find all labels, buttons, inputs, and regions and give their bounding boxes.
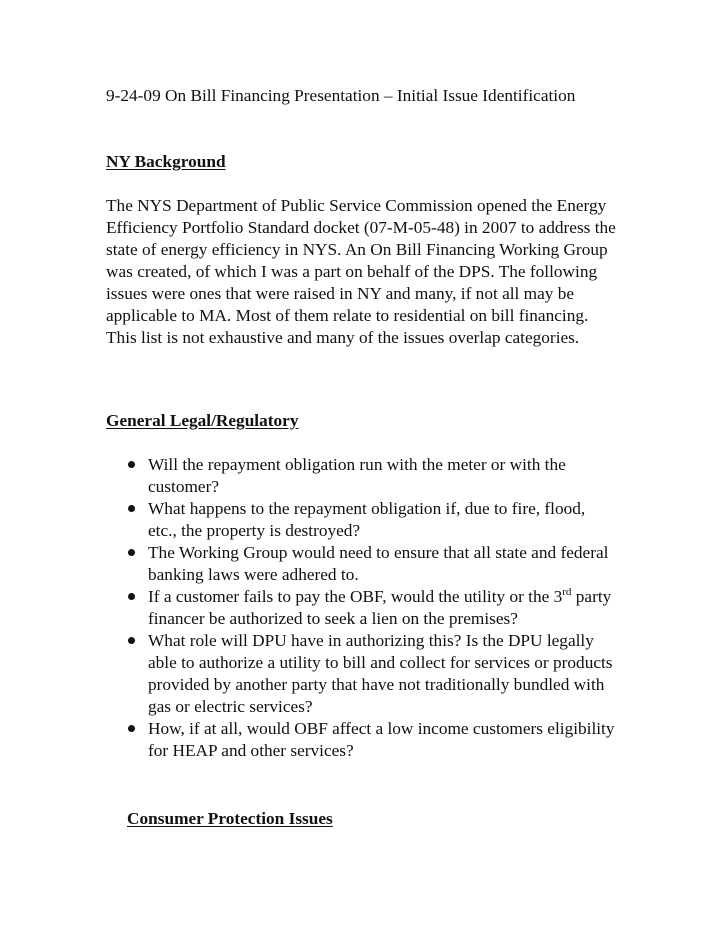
list-item-text: What happens to the repayment obligation if, due to fire, flood, etc., the property is destroyed? xyxy=(148,499,586,540)
ordinal-superscript: rd xyxy=(562,586,572,599)
ny-background-paragraph: The NYS Department of Public Service Commission opened the Energy Efficiency Portfolio Standard docket (07-M-05-48) in 2007 to address the state of energy efficiency in NYS. An On Bill Financing Working Group was created, of which I was a part on behalf of the DPS. The following issues were ones that were raised in NY and many, if not all may be applicable to MA. Most of them relate to residential on bill financing. This list is not exhaustive and many of the issues overlap categories. xyxy=(106,196,616,347)
list-item-text: The Working Group would need to ensure that all state and federal banking laws were adhered to. xyxy=(148,543,609,584)
list-item-text: What role will DPU have in authorizing this? Is the DPU legally able to authorize a utility to bill and collect for services or products provided by another party that have not traditionally bundled with gas or electric services? xyxy=(148,631,613,716)
lien-text-start: If a customer fails to pay the OBF, would the utility or the 3 xyxy=(148,587,563,606)
list-item xyxy=(127,718,617,762)
bullet-icon xyxy=(128,637,135,644)
document-title: 9-24-09 On Bill Financing Presentation – Initial Issue Identification xyxy=(106,86,576,105)
lien-text-end: party financer be authorized to seek a lien on the premises? xyxy=(148,587,612,628)
list-item xyxy=(127,586,617,630)
list-item xyxy=(127,498,617,542)
ny-background-heading: NY Background xyxy=(106,152,226,171)
list-item xyxy=(127,454,617,498)
list-item-text: How, if at all, would OBF affect a low income customers eligibility for HEAP and other services? xyxy=(148,719,615,760)
list-item xyxy=(127,630,617,718)
general-legal-bullet-list xyxy=(127,454,617,762)
consumer-protection-heading: Consumer Protection Issues xyxy=(127,809,333,828)
bullet-icon xyxy=(128,549,135,556)
bullet-icon xyxy=(128,461,135,468)
general-legal-heading: General Legal/Regulatory xyxy=(106,411,299,430)
bullet-icon xyxy=(128,593,135,600)
bullet-icon xyxy=(128,725,135,732)
list-item-text xyxy=(148,587,611,628)
list-item-text: Will the repayment obligation run with the meter or with the customer? xyxy=(148,455,566,496)
bullet-icon xyxy=(128,505,135,512)
list-item xyxy=(127,542,617,586)
